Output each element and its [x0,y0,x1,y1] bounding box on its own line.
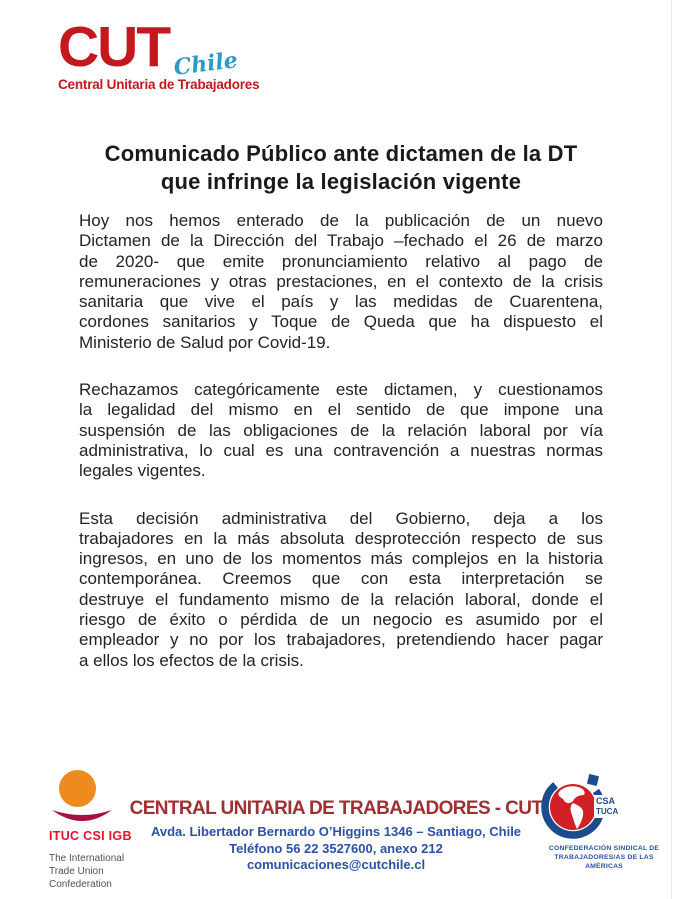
paragraph-line: empleador y no por los trabajadores, pretendiendo hacer pagar [79,630,603,650]
csa-acronym-box [594,795,620,818]
paragraph-line: administrativa, lo cual es una contravención a nuestras normas [79,440,603,460]
paragraph-line: de 2020- que emite pronunciamiento relativo al pago de [79,251,603,271]
csa-full-name [537,845,671,871]
paragraph-line: Hoy nos hemos enterado de la publicación de un nuevo [79,211,603,230]
ituc-name-line: Trade Union [49,866,104,877]
body-paragraph-2 [79,380,603,481]
paragraph-line: suspensión de las obligaciones de la relación laboral por vía [79,420,603,440]
organization-address: Avda. Libertador Bernardo O’Higgins 1346 – Santiago, Chile [150,824,522,839]
ituc-name-line: Confederation [49,879,112,890]
csa-logo-block [537,774,671,871]
paragraph-line: contemporánea. Creemos que con esta interpretación se [79,569,603,589]
csa-sub-acronym-text: TUCA [596,807,619,816]
paragraph-line: legales vigentes. [79,461,206,481]
paragraph-line: remuneraciones y otras prestaciones, en el contexto de la crisis [79,271,603,291]
cut-logo-row [58,15,259,81]
organization-name: CENTRAL UNITARIA DE TRABAJADORES - CUT [129,798,543,819]
document-body [79,211,603,698]
paragraph-line: riesgo de éxito o pérdida de un negocio es asumido por el [79,610,603,630]
cut-logo-country-script: Chile [172,47,240,81]
organization-phone: Teléfono 56 22 3527600, anexo 212 [229,840,443,856]
body-paragraph-1 [79,211,603,353]
paragraph-line: a ellos los efectos de la crisis. [79,650,304,670]
scan-edge-artifact [671,0,672,899]
paragraph-line: Rechazamos categóricamente este dictamen, y cuestionamos [79,380,603,400]
document-title-line-2: que infringe la legislación vigente [160,168,522,194]
csa-name-line: TRABAJADORES/AS DE LAS AMÉRICAS [554,853,654,870]
paragraph-line: trabajadores en la más absoluta desprotección respecto de sus [79,528,603,548]
body-paragraph-3 [79,509,603,671]
csa-acronym-text: CSA [596,796,616,806]
cut-logo [58,15,260,92]
ituc-acronym-text: ITUC CSI IGB [49,829,132,843]
organization-contact-block [66,797,606,874]
csa-globe-logo [537,774,619,840]
ituc-name-line: The International [49,853,125,864]
paragraph-line: Ministerio de Salud por Covid-19. [79,332,331,352]
paragraph-line: ingresos, en uno de los momentos más complejos en la historia [79,549,603,569]
cut-logo-acronym: CUT [58,15,170,79]
paragraph-line: cordones sanitarios y Toque de Queda que ha dispuesto el [79,312,603,332]
paragraph-line: Esta decisión administrativa del Gobierno, deja a los [79,508,603,528]
organization-contact-lines [66,824,606,874]
organization-email-link[interactable]: comunicaciones@cutchile.cl [246,857,426,872]
cut-logo-subtitle: Central Unitaria de Trabajadores [58,77,260,92]
paragraph-line: destruye el fundamento mismo de la relación laboral, donde el [79,589,603,609]
document-title [0,140,682,195]
document-title-line-1: Comunicado Público ante dictamen de la DT [104,141,578,166]
paragraph-line: sanitaria que vive el país y las medidas de Cuarentena, [79,292,603,312]
csa-name-line: CONFEDERACIÓN SINDICAL DE [548,845,660,852]
paragraph-line: Dictamen de la Dirección del Trabajo –fechado el 26 de marzo [79,231,603,251]
paragraph-line: la legalidad del mismo en el sentido de que impone una [79,400,603,420]
